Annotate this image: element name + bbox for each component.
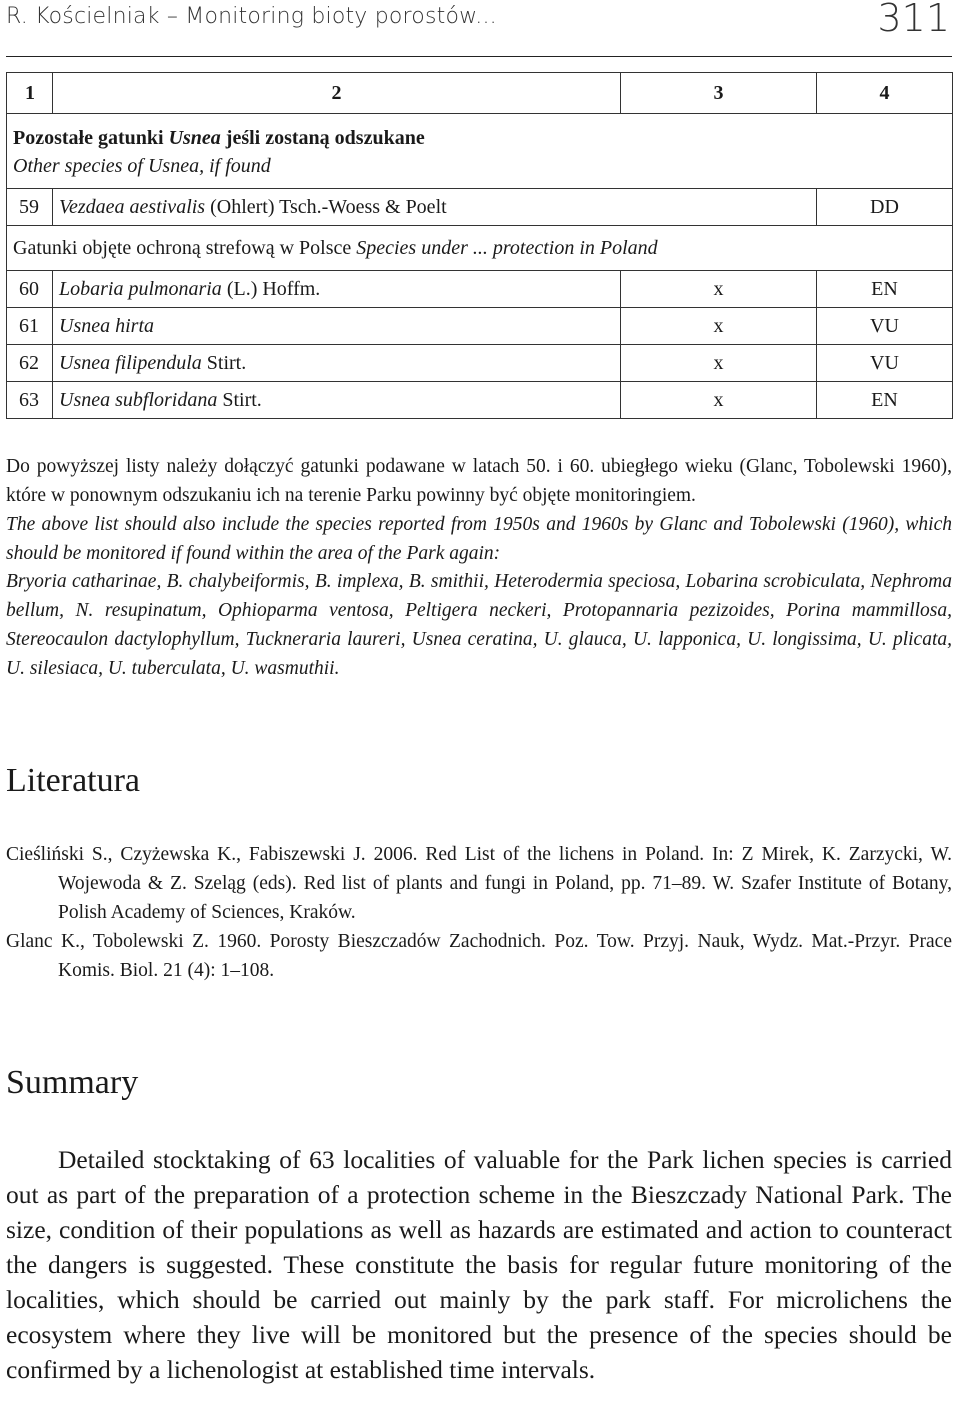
threat-status: VU	[817, 345, 953, 382]
species-name-italic: Usnea subfloridana	[59, 388, 218, 411]
note-polish: Do powyższej listy należy dołączyć gatunki podawane w latach 50. i 60. ubiegłego wieku (Glanc, Tobolewski 1960), które w ponownym odszukaniu ich na terenie Parku powinny być objęte monitoringiem.	[6, 456, 952, 506]
table-row	[7, 345, 953, 382]
species-name-italic: Usnea filipendula	[59, 351, 202, 374]
species-name-italic: Usnea hirta	[59, 314, 154, 337]
column-header-3: 3	[621, 73, 817, 114]
section-pl-genus: Usnea	[168, 127, 221, 149]
literature-heading: Literatura	[6, 762, 141, 799]
reference-item: Glanc K., Tobolewski Z. 1960. Porosty Bieszczadów Zachodnich. Poz. Tow. Przyj. Nauk, Wydz. Mat.-Przyr. Prace Komis. Biol. 21 (4): 1–108.	[6, 931, 952, 981]
column-header-4: 4	[817, 73, 953, 114]
protection-mark: x	[621, 308, 817, 345]
section-row-other-usnea	[7, 114, 953, 189]
species-name	[53, 271, 621, 308]
species-number: 63	[7, 382, 53, 419]
note-english: The above list should also include the species reported from 1950s and 1960s by Glanc and Tobolewski (1960), which should be monitored if found within the area of the Park again:	[6, 514, 952, 564]
species-author: (L.) Hoffm.	[221, 277, 321, 300]
section-en: Other species of Usnea, if found	[13, 155, 271, 177]
species-number: 61	[7, 308, 53, 345]
species-name-italic: Lobaria pulmonaria	[59, 277, 222, 300]
species-name	[53, 382, 621, 419]
table-header-row	[7, 73, 953, 114]
table-row	[7, 271, 953, 308]
section-pl-suffix: jeśli zostaną odszukane	[220, 127, 425, 149]
threat-status: EN	[817, 382, 953, 419]
running-title: R. Kościelniak – Monitoring bioty porostów...	[6, 4, 497, 29]
section-heading-other-usnea	[7, 114, 953, 189]
species-number: 59	[7, 189, 53, 226]
table-row	[7, 308, 953, 345]
species-table	[6, 72, 953, 419]
reference-item: Cieśliński S., Czyżewska K., Fabiszewski J. 2006. Red List of the lichens in Poland. In: Z Mirek, K. Zarzycki, W. Wojewoda & Z. Szeląg (eds). Red list of plants and fungi in Poland, pp. 71–89. W. Szafer Institute of Botany, Polish Academy of Sciences, Kraków.	[6, 844, 952, 923]
species-name	[53, 345, 621, 382]
species-author: Stirt.	[217, 388, 262, 411]
section2-pl: Gatunki objęte ochroną strefową w Polsce	[13, 236, 357, 259]
species-number: 62	[7, 345, 53, 382]
table-row	[7, 382, 953, 419]
reference-list	[6, 840, 952, 985]
threat-status: DD	[817, 189, 953, 226]
table-row	[7, 189, 953, 226]
protection-mark: x	[621, 345, 817, 382]
column-header-2: 2	[53, 73, 621, 114]
protection-mark: x	[621, 271, 817, 308]
summary-heading: Summary	[6, 1064, 139, 1101]
column-header-1: 1	[7, 73, 53, 114]
protection-mark: x	[621, 382, 817, 419]
section-pl-prefix: Pozostałe gatunki	[13, 127, 169, 149]
species-name	[53, 308, 621, 345]
species-name-italic: Vezdaea aestivalis	[59, 195, 206, 218]
summary-text: Detailed stocktaking of 63 localities of valuable for the Park lichen species is carried out as part of the preparation of a protection scheme in the Bieszczady National Park. The size, condition of their populations as well as hazards are estimated and action to counteract the dangers is suggested. These constitute the basis for regular future monitoring of the localities, which should be carried out mainly by the park staff. For microlichens the ecosystem where they live will be monitored but the presence of the species should be confirmed by a lichenologist at established time intervals.	[6, 1145, 952, 1384]
species-author: (Ohlert) Tsch.-Woess & Poelt	[205, 195, 447, 218]
note-species-list: Bryoria catharinae, B. chalybeiformis, B. implexa, B. smithii, Heterodermia speciosa, Lobarina scrobiculata, Nephroma bellum, N. resupinatum, Ophioparma ventosa, Peltigera neckeri, Protopannaria pezizoides, Porina mammillosa, Stereocaulon dactylophyllum, Tuckneraria laureri, Usnea ceratina, U. glauca, U. lapponica, U. longissima, U. plicata, U. silesiaca, U. tuberculata, U. wasmuthii.	[6, 571, 952, 679]
species-name	[53, 189, 817, 226]
species-author: Stirt.	[201, 351, 247, 374]
threat-status: VU	[817, 308, 953, 345]
threat-status: EN	[817, 271, 953, 308]
species-number: 60	[7, 271, 53, 308]
page-number: 311	[877, 0, 950, 40]
section-row-protected	[7, 226, 953, 271]
section2-en: Species under ... protection in Poland	[356, 236, 658, 259]
header-rule	[6, 56, 952, 57]
section-heading-protected	[7, 226, 953, 271]
